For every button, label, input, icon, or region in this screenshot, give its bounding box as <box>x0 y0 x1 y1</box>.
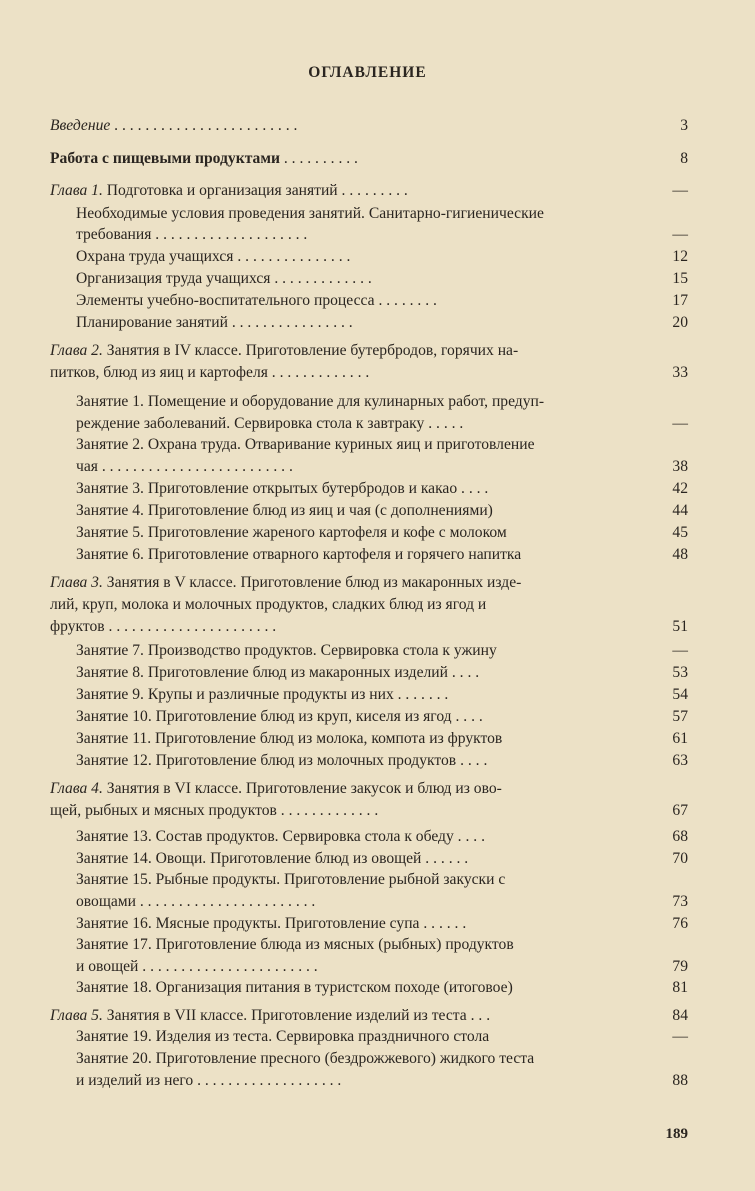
toc-text: щей, рыбных и мясных продуктов . . . . . . . . . . . . . <box>50 802 379 819</box>
chapter-label: Глава 2. <box>50 342 103 359</box>
toc-page-ref: 53 <box>672 664 688 681</box>
toc-page-ref: — <box>672 226 688 243</box>
toc-text: Организация труда учащихся . . . . . . . . . . . . . <box>76 270 372 287</box>
chapter-label: Глава 5. <box>50 1007 103 1024</box>
toc-page-ref: 17 <box>672 292 688 309</box>
toc-entry-text <box>76 977 640 999</box>
page-title: ОГЛАВЛЕНИЕ <box>308 64 427 81</box>
toc-page-ref: — <box>672 415 688 432</box>
toc-page-ref: — <box>672 1028 688 1045</box>
toc-text: Занятия в VI классе. Приготовление закусок и блюд из ово- <box>102 780 502 797</box>
toc-text: Занятие 16. Мясные продукты. Приготовление супа . . . . . . <box>76 915 467 932</box>
toc-line <box>0 778 755 800</box>
toc-line <box>0 728 755 750</box>
chapter-label: Введение <box>50 117 111 134</box>
toc-page-ref: 3 <box>680 117 688 134</box>
toc-entry-text <box>76 290 640 312</box>
toc-line <box>0 662 755 684</box>
toc-entry-text <box>76 246 640 268</box>
toc-page-ref: 57 <box>672 708 688 725</box>
toc-entry-text <box>50 594 640 616</box>
toc-entry-text <box>76 203 640 225</box>
toc-line <box>0 340 755 362</box>
toc-page-ref: 63 <box>672 752 688 769</box>
toc-page-ref: 51 <box>672 618 688 635</box>
toc-entry-text <box>76 224 640 246</box>
toc-text: Занятия в V классе. Приготовление блюд из макаронных изде- <box>102 574 522 591</box>
toc-entry-text <box>76 522 640 544</box>
toc-text: Занятие 7. Производство продуктов. Сервировка стола к ужину <box>76 642 497 659</box>
toc-text: Занятие 3. Приготовление открытых бутербродов и какао . . . . <box>76 480 489 497</box>
toc-line <box>0 1070 755 1092</box>
toc-line <box>0 1048 755 1070</box>
toc-line <box>0 848 755 870</box>
toc-entry-text <box>76 684 640 706</box>
toc-page-ref: 84 <box>672 1007 688 1024</box>
toc-page-ref: 33 <box>672 364 688 381</box>
toc-text: и овощей . . . . . . . . . . . . . . . . . . . . . . . <box>76 958 318 975</box>
toc-line <box>0 456 755 478</box>
toc-entry-text <box>50 800 640 822</box>
toc-line <box>0 290 755 312</box>
toc-page-ref: 70 <box>672 850 688 867</box>
toc-entry-text <box>76 312 640 334</box>
toc-entry-text <box>50 778 640 800</box>
toc-text: Занятие 12. Приготовление блюд из молочных продуктов . . . . <box>76 752 488 769</box>
toc-line <box>0 616 755 638</box>
toc-line <box>0 544 755 566</box>
toc-line <box>0 478 755 500</box>
toc-text: Занятие 17. Приготовление блюда из мясных (рыбных) продуктов <box>76 936 514 953</box>
toc-entry-text <box>76 934 640 956</box>
toc-text: Занятие 15. Рыбные продукты. Приготовление рыбной закуски с <box>76 871 506 888</box>
toc-page-ref: 61 <box>672 730 688 747</box>
toc-text: Планирование занятий . . . . . . . . . . . . . . . . <box>76 314 353 331</box>
toc-text: фруктов . . . . . . . . . . . . . . . . . . . . . . <box>50 618 277 635</box>
toc-entry-text <box>76 500 640 522</box>
toc-page-ref: 79 <box>672 958 688 975</box>
toc-text: реждение заболеваний. Сервировка стола к завтраку . . . . . <box>76 415 464 432</box>
toc-page-ref: 73 <box>672 893 688 910</box>
toc-text: Занятия в IV классе. Приготовление бутербродов, горячих на- <box>102 342 519 359</box>
toc-line <box>0 1026 755 1048</box>
toc-text: питков, блюд из яиц и картофеля . . . . . . . . . . . . . <box>50 364 370 381</box>
toc-entry-text <box>76 640 640 662</box>
toc-text: Занятие 10. Приготовление блюд из круп, киселя из ягод . . . . <box>76 708 483 725</box>
toc-line <box>0 246 755 268</box>
toc-page-ref: 45 <box>672 524 688 541</box>
toc-page-ref: 67 <box>672 802 688 819</box>
toc-text: Элементы учебно-воспитательного процесса . . . . . . . . <box>76 292 437 309</box>
toc-text: Занятие 8. Приготовление блюд из макаронных изделий . . . . <box>76 664 480 681</box>
toc-entry-text <box>76 1048 640 1070</box>
chapter-label: Глава 4. <box>50 780 103 797</box>
toc-entry-text <box>76 1026 640 1048</box>
toc-line <box>0 640 755 662</box>
toc-entry-text <box>76 662 640 684</box>
toc-line <box>0 434 755 456</box>
toc-page-ref: — <box>672 642 688 659</box>
chapter-label: Глава 3. <box>50 574 103 591</box>
toc-entry-text <box>50 616 640 638</box>
toc-line <box>0 891 755 913</box>
toc-text: Занятие 18. Организация питания в туристском походе (итоговое) <box>76 979 513 996</box>
toc-entry-text <box>76 869 640 891</box>
toc-text: Занятие 20. Приготовление пресного (бездрожжевого) жидкого теста <box>76 1050 535 1067</box>
toc-page-ref: 12 <box>672 248 688 265</box>
toc-entry-text <box>76 391 640 413</box>
toc-text: Занятие 4. Приготовление блюд из яиц и чая (с дополнениями) <box>76 502 493 519</box>
toc-page-ref: 68 <box>672 828 688 845</box>
toc-line <box>0 684 755 706</box>
toc-line <box>0 312 755 334</box>
toc-entry-text <box>50 362 640 384</box>
toc-line <box>0 706 755 728</box>
toc-text: Занятия в VII классе. Приготовление изделий из теста . . . <box>102 1007 491 1024</box>
toc-text: и изделий из него . . . . . . . . . . . . . . . . . . . <box>76 1072 342 1089</box>
toc-text: требования . . . . . . . . . . . . . . . . . . . . <box>76 226 308 243</box>
toc-line <box>0 391 755 413</box>
chapter-label: Глава 1. <box>50 182 103 199</box>
toc-text: . . . . . . . . . . <box>279 150 358 167</box>
toc-text: Занятие 1. Помещение и оборудование для кулинарных работ, предуп- <box>76 393 545 410</box>
toc-line <box>0 362 755 384</box>
toc-text: Занятие 19. Изделия из теста. Сервировка праздничного стола <box>76 1028 490 1045</box>
toc-page-ref: 88 <box>672 1072 688 1089</box>
toc-entry-text <box>76 848 640 870</box>
toc-entry-text <box>76 728 640 750</box>
toc-line <box>0 180 755 202</box>
toc-entry-text <box>76 913 640 935</box>
toc-text: Охрана труда учащихся . . . . . . . . . . . . . . . <box>76 248 351 265</box>
toc-text: Занятие 6. Приготовление отварного картофеля и горячего напитка <box>76 546 522 563</box>
toc-page-ref: 15 <box>672 270 688 287</box>
toc-page-ref: 38 <box>672 458 688 475</box>
toc-entry-text <box>50 180 640 202</box>
toc-line <box>0 1005 755 1027</box>
toc-entry-text <box>76 544 640 566</box>
toc-entry-text <box>76 478 640 500</box>
toc-line <box>0 148 755 170</box>
toc-line <box>0 934 755 956</box>
toc-page-ref: 81 <box>672 979 688 996</box>
toc-line <box>0 224 755 246</box>
toc-line <box>0 956 755 978</box>
toc-text: Подготовка и организация занятий . . . . . . . . . <box>102 182 408 199</box>
toc-line <box>0 522 755 544</box>
toc-entry-text <box>76 891 640 913</box>
toc-page-ref: 20 <box>672 314 688 331</box>
toc-text: Занятие 2. Охрана труда. Отваривание куриных яиц и приготовление <box>76 436 535 453</box>
toc-text: Необходимые условия проведения занятий. Санитарно-гигиенические <box>76 205 544 222</box>
toc-text: Занятие 5. Приготовление жареного картофеля и кофе с молоком <box>76 524 507 541</box>
toc-page-ref: 54 <box>672 686 688 703</box>
toc-entry-text <box>76 434 640 456</box>
toc-line <box>0 203 755 225</box>
toc-entry-text <box>76 956 640 978</box>
toc-entry-text <box>50 1005 640 1027</box>
toc-line <box>0 594 755 616</box>
section-label: Работа с пищевыми продуктами <box>50 150 280 167</box>
toc-page-ref: 42 <box>672 480 688 497</box>
toc-page-ref: 48 <box>672 546 688 563</box>
toc-text: Занятие 14. Овощи. Приготовление блюд из овощей . . . . . . <box>76 850 469 867</box>
toc-page-ref: — <box>672 182 688 199</box>
toc-entry-text <box>76 413 640 435</box>
toc-line <box>0 572 755 594</box>
toc-text: Занятие 13. Состав продуктов. Сервировка стола к обеду . . . . <box>76 828 485 845</box>
toc-text: овощами . . . . . . . . . . . . . . . . . . . . . . . <box>76 893 316 910</box>
toc-page-ref: 8 <box>680 150 688 167</box>
toc-text: лий, круп, молока и молочных продуктов, сладких блюд из ягод и <box>50 596 487 613</box>
toc-line <box>0 826 755 848</box>
page-number: 189 <box>665 1126 688 1142</box>
toc-entry-text <box>50 572 640 594</box>
toc-entry-text <box>50 148 640 170</box>
toc-page-ref: 76 <box>672 915 688 932</box>
toc-entry-text <box>50 115 640 137</box>
toc-line <box>0 913 755 935</box>
toc-entry-text <box>50 340 640 362</box>
toc-text: чая . . . . . . . . . . . . . . . . . . . . . . . . . <box>76 458 293 475</box>
toc-page-ref: 44 <box>672 502 688 519</box>
toc-line <box>0 413 755 435</box>
toc-line <box>0 268 755 290</box>
toc-text: Занятие 11. Приготовление блюд из молока, компота из фруктов <box>76 730 503 747</box>
toc-line <box>0 115 755 137</box>
toc-entry-text <box>76 1070 640 1092</box>
toc-line <box>0 869 755 891</box>
toc-entry-text <box>76 456 640 478</box>
toc-line <box>0 800 755 822</box>
toc-entry-text <box>76 826 640 848</box>
toc-line <box>0 750 755 772</box>
toc-line <box>0 500 755 522</box>
toc-entry-text <box>76 706 640 728</box>
toc-text: Занятие 9. Крупы и различные продукты из них . . . . . . . <box>76 686 449 703</box>
toc-entry-text <box>76 750 640 772</box>
toc-line <box>0 977 755 999</box>
toc-entry-text <box>76 268 640 290</box>
toc-text: . . . . . . . . . . . . . . . . . . . . . . . . <box>110 117 298 134</box>
